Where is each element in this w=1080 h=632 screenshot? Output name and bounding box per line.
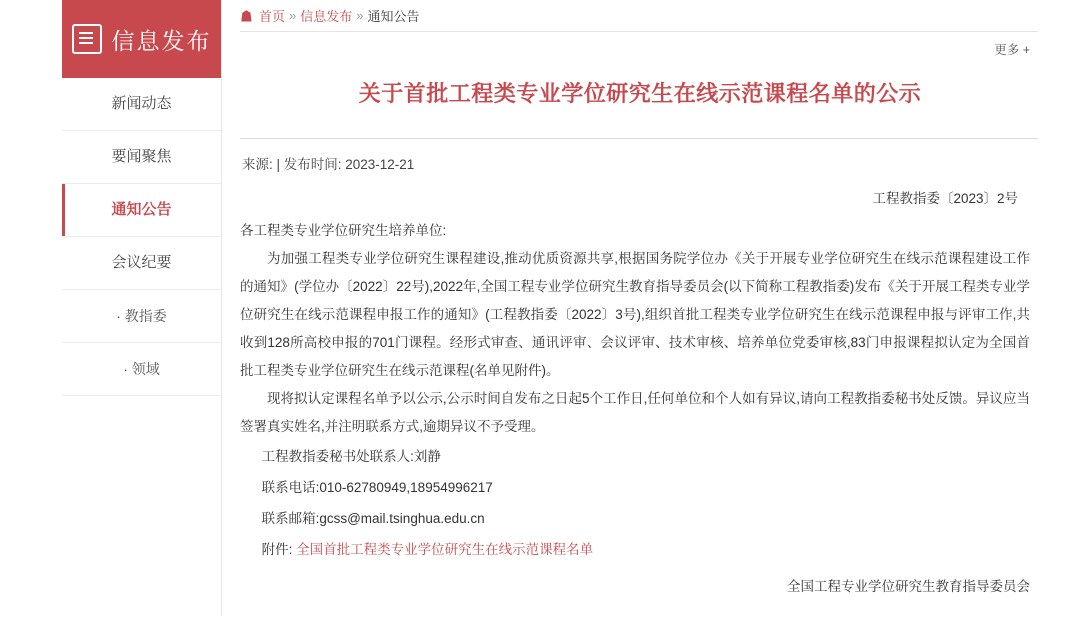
contact-email: 联系邮箱:gcss@mail.tsinghua.edu.cn xyxy=(261,511,485,527)
attachment-label: 附件: xyxy=(261,542,293,558)
sidebar-header xyxy=(62,0,221,78)
page-title: 关于首批工程类专业学位研究生在线示范课程名单的公示 xyxy=(358,80,922,106)
sidebar-item-committee[interactable] xyxy=(62,290,221,343)
breadcrumb-separator: » xyxy=(356,8,364,23)
document-number: 工程教指委〔2023〕2号 xyxy=(872,191,1018,207)
sidebar xyxy=(62,0,222,616)
sidebar-item-label: 通知公告 xyxy=(111,201,172,218)
sidebar-item-focus[interactable] xyxy=(62,131,221,184)
paragraph-1: 为加强工程类专业学位研究生课程建设,推动优质资源共享,根据国务院学位办《关于开展专业学位研究生在线示范课程建设工作的通知》(学位办〔2022〕22号),2022年,全国工程专业学位研究生教育指导委员会(以下简称工程教指委)发布《关于开展工程类专业学位研究生在线示范课程申报工作的通知》(工程教指委〔2022〕3号),组织首批工程类专业学位研究生在线示范课程申报与评审工作,共收到128所高校申报的701门课程。经形式审查、通讯评审、会议评审、技术审核、培养单位党委审核,83门申报课程拟认定为全国首批工程类专业学位研究生在线示范课程(名单见附件)。 xyxy=(240,251,1030,379)
paragraph-2: 现将拟认定课程名单予以公示,公示时间自发布之日起5个工作日,任何单位和个人如有异议,请向工程教指委秘书处反馈。异议应当签署真实姓名,并注明联系方式,逾期异议不予受理。 xyxy=(240,391,1030,435)
breadcrumb-current: 通知公告 xyxy=(367,9,420,24)
sidebar-item-label: 要闻聚焦 xyxy=(111,148,172,165)
sidebar-item-label: · 领域 xyxy=(123,361,160,377)
attachment-row xyxy=(240,534,1030,565)
home-icon: ☗ xyxy=(240,9,254,24)
sidebar-item-news[interactable] xyxy=(62,78,221,131)
article-meta: 来源: | 发布时间: 2023-12-21 xyxy=(242,157,415,173)
sidebar-menu xyxy=(62,78,221,396)
sidebar-item-minutes[interactable] xyxy=(62,237,221,290)
document-list-icon xyxy=(72,24,102,54)
article-body xyxy=(240,217,1040,565)
contact-person: 工程教指委秘书处联系人:刘静 xyxy=(261,449,441,465)
breadcrumb-separator: » xyxy=(289,8,297,23)
contact-phone: 联系电话:010-62780949,18954996217 xyxy=(261,480,493,496)
breadcrumb xyxy=(240,0,1040,25)
signature: 全国工程专业学位研究生教育指导委员会 xyxy=(787,579,1030,595)
sidebar-item-label: 新闻动态 xyxy=(111,95,172,112)
breadcrumb-home-link[interactable]: 首页 xyxy=(259,9,286,24)
more-link[interactable]: 更多 + xyxy=(994,43,1030,57)
sidebar-item-label: · 教指委 xyxy=(116,308,167,324)
attachment-link[interactable]: 全国首批工程类专业学位研究生在线示范课程名单 xyxy=(296,542,594,558)
sidebar-item-field[interactable] xyxy=(62,343,221,396)
main-content xyxy=(240,0,1040,632)
salutation: 各工程类专业学位研究生培养单位: xyxy=(240,223,447,239)
breadcrumb-section-link[interactable]: 信息发布 xyxy=(300,9,353,24)
sidebar-title: 信息发布 xyxy=(111,27,212,54)
sidebar-item-notice[interactable] xyxy=(62,184,221,237)
sidebar-item-label: 会议纪要 xyxy=(111,254,172,271)
